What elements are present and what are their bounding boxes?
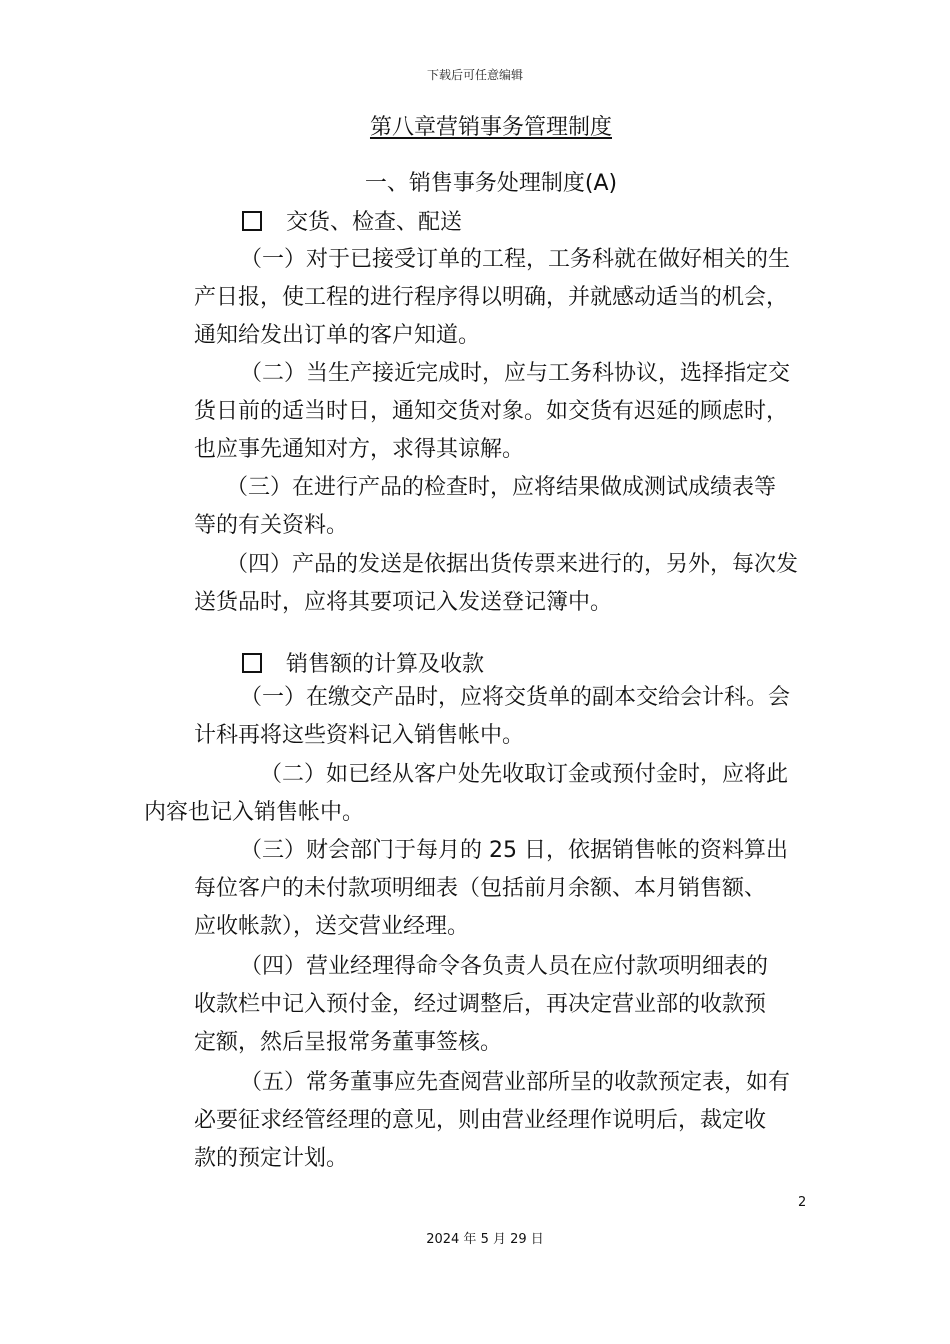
- text-line: （三）在进行产品的检查时，应将结果做成测试成绩表等: [226, 475, 777, 500]
- text-line: 产日报，使工程的进行程序得以明确，并就感动适当的机会，: [194, 285, 789, 310]
- paragraph-1-3: [194, 469, 776, 545]
- text-line: （一）对于已接受订单的工程，工务科就在做好相关的生: [240, 247, 791, 272]
- text-line: （二）当生产接近完成时，应与工务科协议，选择指定交: [240, 361, 791, 386]
- text-line: （三）财会部门于每月的 25 日，依据销售帐的资料算出: [240, 838, 788, 863]
- text-line: 应收帐款），送交营业经理。: [194, 914, 470, 939]
- page-header: 下载后可任意编辑: [426, 68, 523, 82]
- page-title: [0, 110, 950, 141]
- text-line: 通知给发出订单的客户知道。: [194, 323, 481, 348]
- section-heading-text: 交货、检查、配送: [286, 210, 463, 235]
- text-line: 必要征求经管经理的意见，则由营业经理作说明后，裁定收: [194, 1108, 767, 1133]
- section-subtitle: 一、销售事务处理制度(A): [364, 171, 618, 196]
- text-line: 收款栏中记入预付金，经过调整后，再决定营业部的收款预: [194, 992, 767, 1017]
- paragraph-2-5: [194, 1064, 790, 1178]
- text-line: （五）常务董事应先查阅营业部所呈的收款预定表，如有: [240, 1070, 791, 1095]
- text-line: 款的预定计划。: [194, 1146, 349, 1171]
- paragraph-2-3: [194, 832, 788, 946]
- paragraph-2-2: [144, 756, 788, 832]
- section-heading-sales: [242, 647, 484, 678]
- text-line: （四）营业经理得命令各负责人员在应付款项明细表的: [240, 954, 769, 979]
- text-line: 也应事先通知对方，求得其谅解。: [194, 437, 525, 462]
- text-line: 等的有关资料。: [194, 513, 349, 538]
- text-line: 内容也记入销售帐中。: [144, 800, 365, 825]
- paragraph-2-1: [194, 679, 790, 755]
- text-line: （四）产品的发送是依据出货传票来进行的，另外，每次发: [226, 552, 799, 577]
- section-heading-delivery: [242, 205, 462, 236]
- paragraph-1-4: [194, 546, 798, 622]
- section-heading-text: 销售额的计算及收款: [286, 652, 485, 677]
- footer-date: 2024 年 5 月 29 日: [426, 1232, 544, 1247]
- text-line: 货日前的适当时日，通知交货对象。如交货有迟延的顾虑时，: [194, 399, 789, 424]
- paragraph-2-4: [194, 948, 768, 1062]
- text-line: （一）在缴交产品时，应将交货单的副本交给会计科。会: [240, 685, 791, 710]
- title-text: 第八章营销事务管理制度: [369, 115, 612, 140]
- text-line: 送货品时，应将其要项记入发送登记簿中。: [194, 590, 613, 615]
- text-line: 每位客户的未付款项明细表（包括前月余额、本月销售额、: [194, 876, 767, 901]
- paragraph-1-1: [194, 241, 790, 355]
- text-line: （二）如已经从客户处先收取订金或预付金时，应将此: [260, 762, 789, 787]
- page-number: 2: [798, 1195, 807, 1210]
- text-line: 定额，然后呈报常务董事签核。: [194, 1030, 503, 1055]
- checkbox-icon: [242, 653, 262, 673]
- text-line: 计科再将这些资料记入销售帐中。: [194, 723, 525, 748]
- checkbox-icon: [242, 211, 262, 231]
- paragraph-1-2: [194, 355, 790, 469]
